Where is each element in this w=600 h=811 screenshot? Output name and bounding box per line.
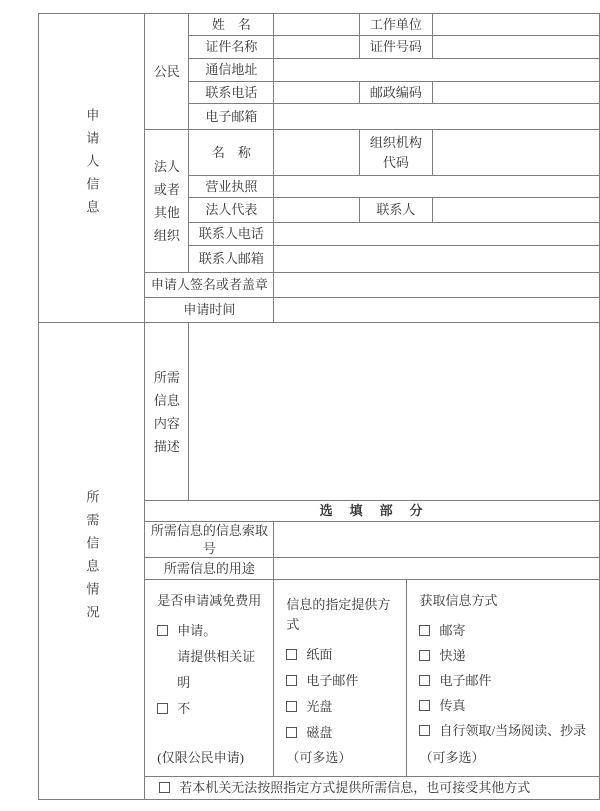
content-desc-label-text: 所需信息内容描述 — [153, 369, 180, 454]
provide-method-cell — [274, 580, 407, 777]
id-type-input-cell[interactable] — [274, 36, 359, 59]
fallback-note-option[interactable] — [159, 780, 530, 795]
fee-waiver-option-no[interactable] — [157, 696, 267, 722]
option-label: 邮寄 — [439, 623, 466, 639]
checkbox-icon[interactable] — [286, 727, 297, 738]
fee-waiver-title: 是否申请减免费用 — [157, 593, 262, 609]
content-desc-label — [145, 323, 189, 501]
work-unit-input-cell[interactable] — [433, 14, 600, 36]
contact-label: 联系人 — [359, 198, 433, 223]
obtain-method-footnote: （可多选） — [419, 750, 485, 766]
fee-waiver-apply-note: 请提供相关证明 — [177, 649, 256, 691]
signature-input-cell[interactable] — [274, 273, 600, 298]
optional-section-title: 选 填 部 分 — [145, 501, 600, 522]
contact-phone-input-cell[interactable] — [274, 223, 600, 246]
email-label: 电子邮箱 — [189, 104, 274, 130]
applicant-side-label-text: 申请人信息 — [84, 108, 100, 224]
provide-method-footnote: （可多选） — [286, 750, 352, 766]
option-label: 电子邮件 — [439, 673, 492, 689]
option-label: 申请。 — [177, 623, 217, 639]
checkbox-icon[interactable] — [286, 675, 297, 686]
postcode-input-cell[interactable] — [433, 82, 600, 104]
checkbox-icon[interactable] — [286, 649, 297, 660]
checkbox-icon[interactable] — [157, 625, 168, 636]
license-input-cell[interactable] — [274, 176, 600, 198]
option-label: 自行领取/当场阅读、抄录 — [439, 723, 587, 739]
postcode-label: 邮政编码 — [359, 82, 433, 104]
obtain-method-option-email[interactable] — [419, 668, 593, 693]
applicant-section-side-label — [39, 14, 145, 323]
phone-input-cell[interactable] — [274, 82, 359, 104]
phone-label: 联系电话 — [189, 82, 274, 104]
apply-time-label: 申请时间 — [145, 298, 274, 323]
fallback-note-cell — [145, 777, 600, 800]
apply-time-input-cell[interactable] — [274, 298, 600, 323]
purpose-input-cell[interactable] — [274, 558, 600, 580]
contact-email-label: 联系人邮箱 — [189, 246, 274, 273]
option-label: 光盘 — [306, 699, 333, 715]
org-code-label — [359, 130, 433, 176]
address-input-cell[interactable] — [274, 59, 600, 82]
checkbox-icon[interactable] — [159, 782, 170, 793]
organization-group-label — [145, 130, 189, 273]
obtain-method-option-self[interactable] — [419, 718, 593, 743]
obtain-method-option-mail[interactable] — [419, 618, 593, 643]
required-info-section-side-label — [39, 323, 145, 800]
contact-email-input-cell[interactable] — [274, 246, 600, 273]
org-name-input-cell[interactable] — [274, 130, 359, 176]
fee-waiver-cell — [145, 580, 274, 777]
obtain-method-title: 获取信息方式 — [419, 593, 498, 609]
organization-group-label-text: 法人或者其他组织 — [153, 159, 180, 243]
obtain-method-cell — [407, 580, 600, 777]
org-name-label: 名 称 — [189, 130, 274, 176]
name-label: 姓 名 — [189, 14, 274, 36]
application-form-table — [38, 13, 600, 800]
option-label: 电子邮件 — [306, 673, 359, 689]
fallback-note-text: 若本机关无法按照指定方式提供所需信息，也可接受其他方式 — [179, 780, 531, 796]
representative-input-cell[interactable] — [274, 198, 359, 223]
checkbox-icon[interactable] — [419, 625, 430, 636]
option-label: 纸面 — [306, 647, 333, 663]
provide-method-option-email[interactable] — [286, 668, 400, 694]
checkbox-icon[interactable] — [419, 675, 430, 686]
citizen-group-label: 公民 — [145, 14, 189, 130]
option-label: 不 — [177, 701, 191, 717]
checkbox-icon[interactable] — [419, 725, 430, 736]
provide-method-option-paper[interactable] — [286, 642, 400, 668]
license-label: 营业执照 — [189, 176, 274, 198]
id-number-input-cell[interactable] — [433, 36, 600, 59]
index-number-label: 所需信息的信息索取号 — [145, 522, 274, 558]
contact-phone-label: 联系人电话 — [189, 223, 274, 246]
checkbox-icon[interactable] — [157, 703, 168, 714]
address-label: 通信地址 — [189, 59, 274, 82]
signature-label: 申请人签名或者盖章 — [145, 273, 274, 298]
option-label: 快递 — [439, 648, 466, 664]
checkbox-icon[interactable] — [419, 650, 430, 661]
required-info-side-label-text: 所需信息情况 — [84, 489, 100, 628]
org-code-input-cell[interactable] — [433, 130, 600, 176]
checkbox-icon[interactable] — [419, 700, 430, 711]
option-label: 磁盘 — [306, 725, 333, 741]
id-type-label: 证件名称 — [189, 36, 274, 59]
name-input-cell[interactable] — [274, 14, 359, 36]
fee-waiver-footnote: (仅限公民申请) — [157, 750, 244, 766]
email-input-cell[interactable] — [274, 104, 600, 130]
index-number-input-cell[interactable] — [274, 522, 600, 558]
representative-label: 法人代表 — [189, 198, 274, 223]
obtain-method-option-fax[interactable] — [419, 693, 593, 718]
option-label: 传真 — [439, 698, 466, 714]
provide-method-option-disk[interactable] — [286, 720, 400, 746]
checkbox-icon[interactable] — [286, 701, 297, 712]
org-code-label-text: 组织机构代码 — [369, 134, 422, 170]
fee-waiver-option-apply[interactable] — [157, 618, 267, 644]
contact-input-cell[interactable] — [433, 198, 600, 223]
provide-method-option-cd[interactable] — [286, 694, 400, 720]
provide-method-title: 信息的指定提供方式 — [286, 597, 391, 633]
purpose-label: 所需信息的用途 — [145, 558, 274, 580]
id-number-label: 证件号码 — [359, 36, 433, 59]
content-desc-input-cell[interactable] — [189, 323, 600, 501]
work-unit-label: 工作单位 — [359, 14, 433, 36]
obtain-method-option-express[interactable] — [419, 643, 593, 668]
